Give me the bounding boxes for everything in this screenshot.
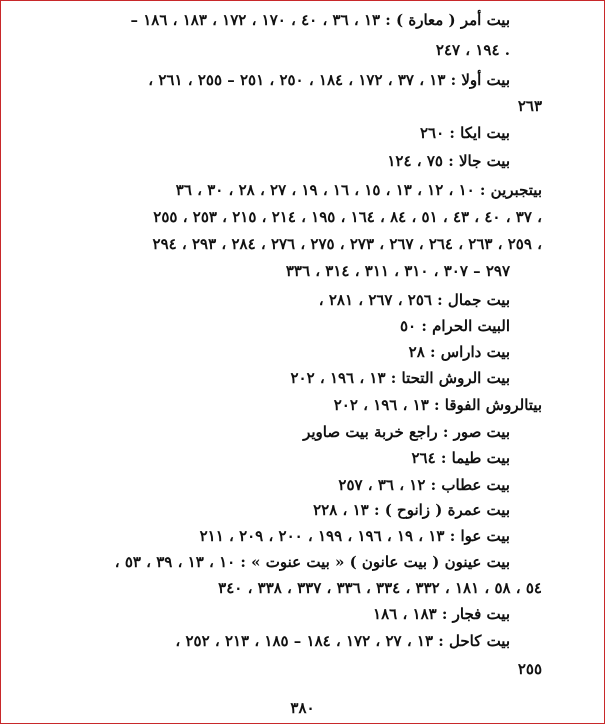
index-entry-line: بيت عينون ( بيت عانون ) « بيت عنوت » : ١٠ ، ١٣ ، ٣٩ ، ٥٣ ، [114, 553, 510, 571]
index-entry-line: ٥٤ ، ٥٨ ، ١٨١ ، ٣٣٢ ، ٣٣٤ ، ٣٣٦ ، ٣٣٧ ، ٣٣٨ ، ٣٤٠ [218, 579, 542, 597]
index-entry-line: بيت جمال : ٢٥٦ ، ٢٦٧ ، ٢٨١ ، [318, 291, 510, 309]
index-entry-line: بيت طيما : ٢٦٤ [411, 449, 510, 467]
index-entry-line: ٢٥٩ ، ٢٦٣ ، ٢٦٤ ، ٢٦٧ ، ٢٧٣ ، ٢٧٥ ، ٢٧٦ ، ٢٨٤ ، ٢٩٣ ، ٢٩٤ ، [152, 235, 542, 253]
index-entry-line: بيت أولا : ١٣ ، ٣٧ ، ١٧٢ ، ١٨٤ ، ٢٥٠ ، ٢٥١ – ٢٥٥ ، ٢٦١ ، [148, 71, 510, 89]
index-entry-line: بيتالروش الفوقا : ١٣ ، ١٩٦ ، ٢٠٢ [333, 396, 542, 414]
index-entry-line: بيت الروش التحتا : ١٣ ، ١٩٦ ، ٢٠٢ [290, 369, 510, 387]
index-entry-line: ١٩٤ ، ٢٤٧ . [435, 41, 510, 59]
index-entry-line: بيت عطاب : ١٢ ، ٣٦ ، ٢٥٧ [338, 476, 510, 494]
page-number: ٣٨٠ [290, 699, 315, 717]
index-entry-line: ٢٩٧ – ٣٠٧ ، ٣١٠ ، ٣١١ ، ٣١٤ ، ٣٣٦ [285, 262, 510, 280]
index-entry-line: بيت جالا : ٧٥ ، ١٢٤ [387, 152, 510, 170]
index-entry-line: بيت فجار : ١٨٣ ، ١٨٦ [373, 605, 510, 623]
index-entry-line: بيت صور : راجع خربة بيت صاوير [303, 423, 510, 441]
index-entry-line: بيت داراس : ٢٨ [408, 343, 510, 361]
index-entry-line: ٣٧ ، ٤٠ ، ٤٣ ، ٥١ ، ٨٤ ، ١٦٤ ، ١٩٥ ، ٢١٤ ، ٢١٥ ، ٢٥٣ ، ٢٥٥ ، [153, 208, 542, 226]
index-entry-line: بيتجبرين : ١٠ ، ١٢ ، ١٣ ، ١٥ ، ١٦ ، ١٩ ، ٢٧ ، ٢٨ ، ٣٠ ، ٣٦ [175, 181, 542, 199]
index-entry-line: البيت الحرام : ٥٠ [400, 317, 510, 335]
index-entry-line: ٢٥٥ [517, 660, 542, 678]
index-entry-line: بيت عوا : ١٣ ، ١٩ ، ١٩٦ ، ١٩٩ ، ٢٠٠ ، ٢٠٩ ، ٢١١ [199, 527, 510, 545]
index-entry-line: بيت كاحل : ١٣ ، ٢٧ ، ١٧٢ ، ١٨٤ – ١٨٥ ، ٢١٣ ، ٢٥٢ ، [175, 632, 510, 650]
index-entry-line: بيت ايكا : ٢٦٠ [419, 124, 510, 142]
index-entry-line: بيت أمر ( معارة ) : ١٣ ، ٣٦ ، ٤٠ ، ١٧٠ ، ١٧٢ ، ١٨٣ ، ١٨٦ – [130, 11, 510, 29]
index-entry-line: بيت عمرة ( زانوح ) : ١٣ ، ٢٢٨ [313, 501, 510, 519]
index-entry-line: ٢٦٣ [517, 97, 542, 115]
